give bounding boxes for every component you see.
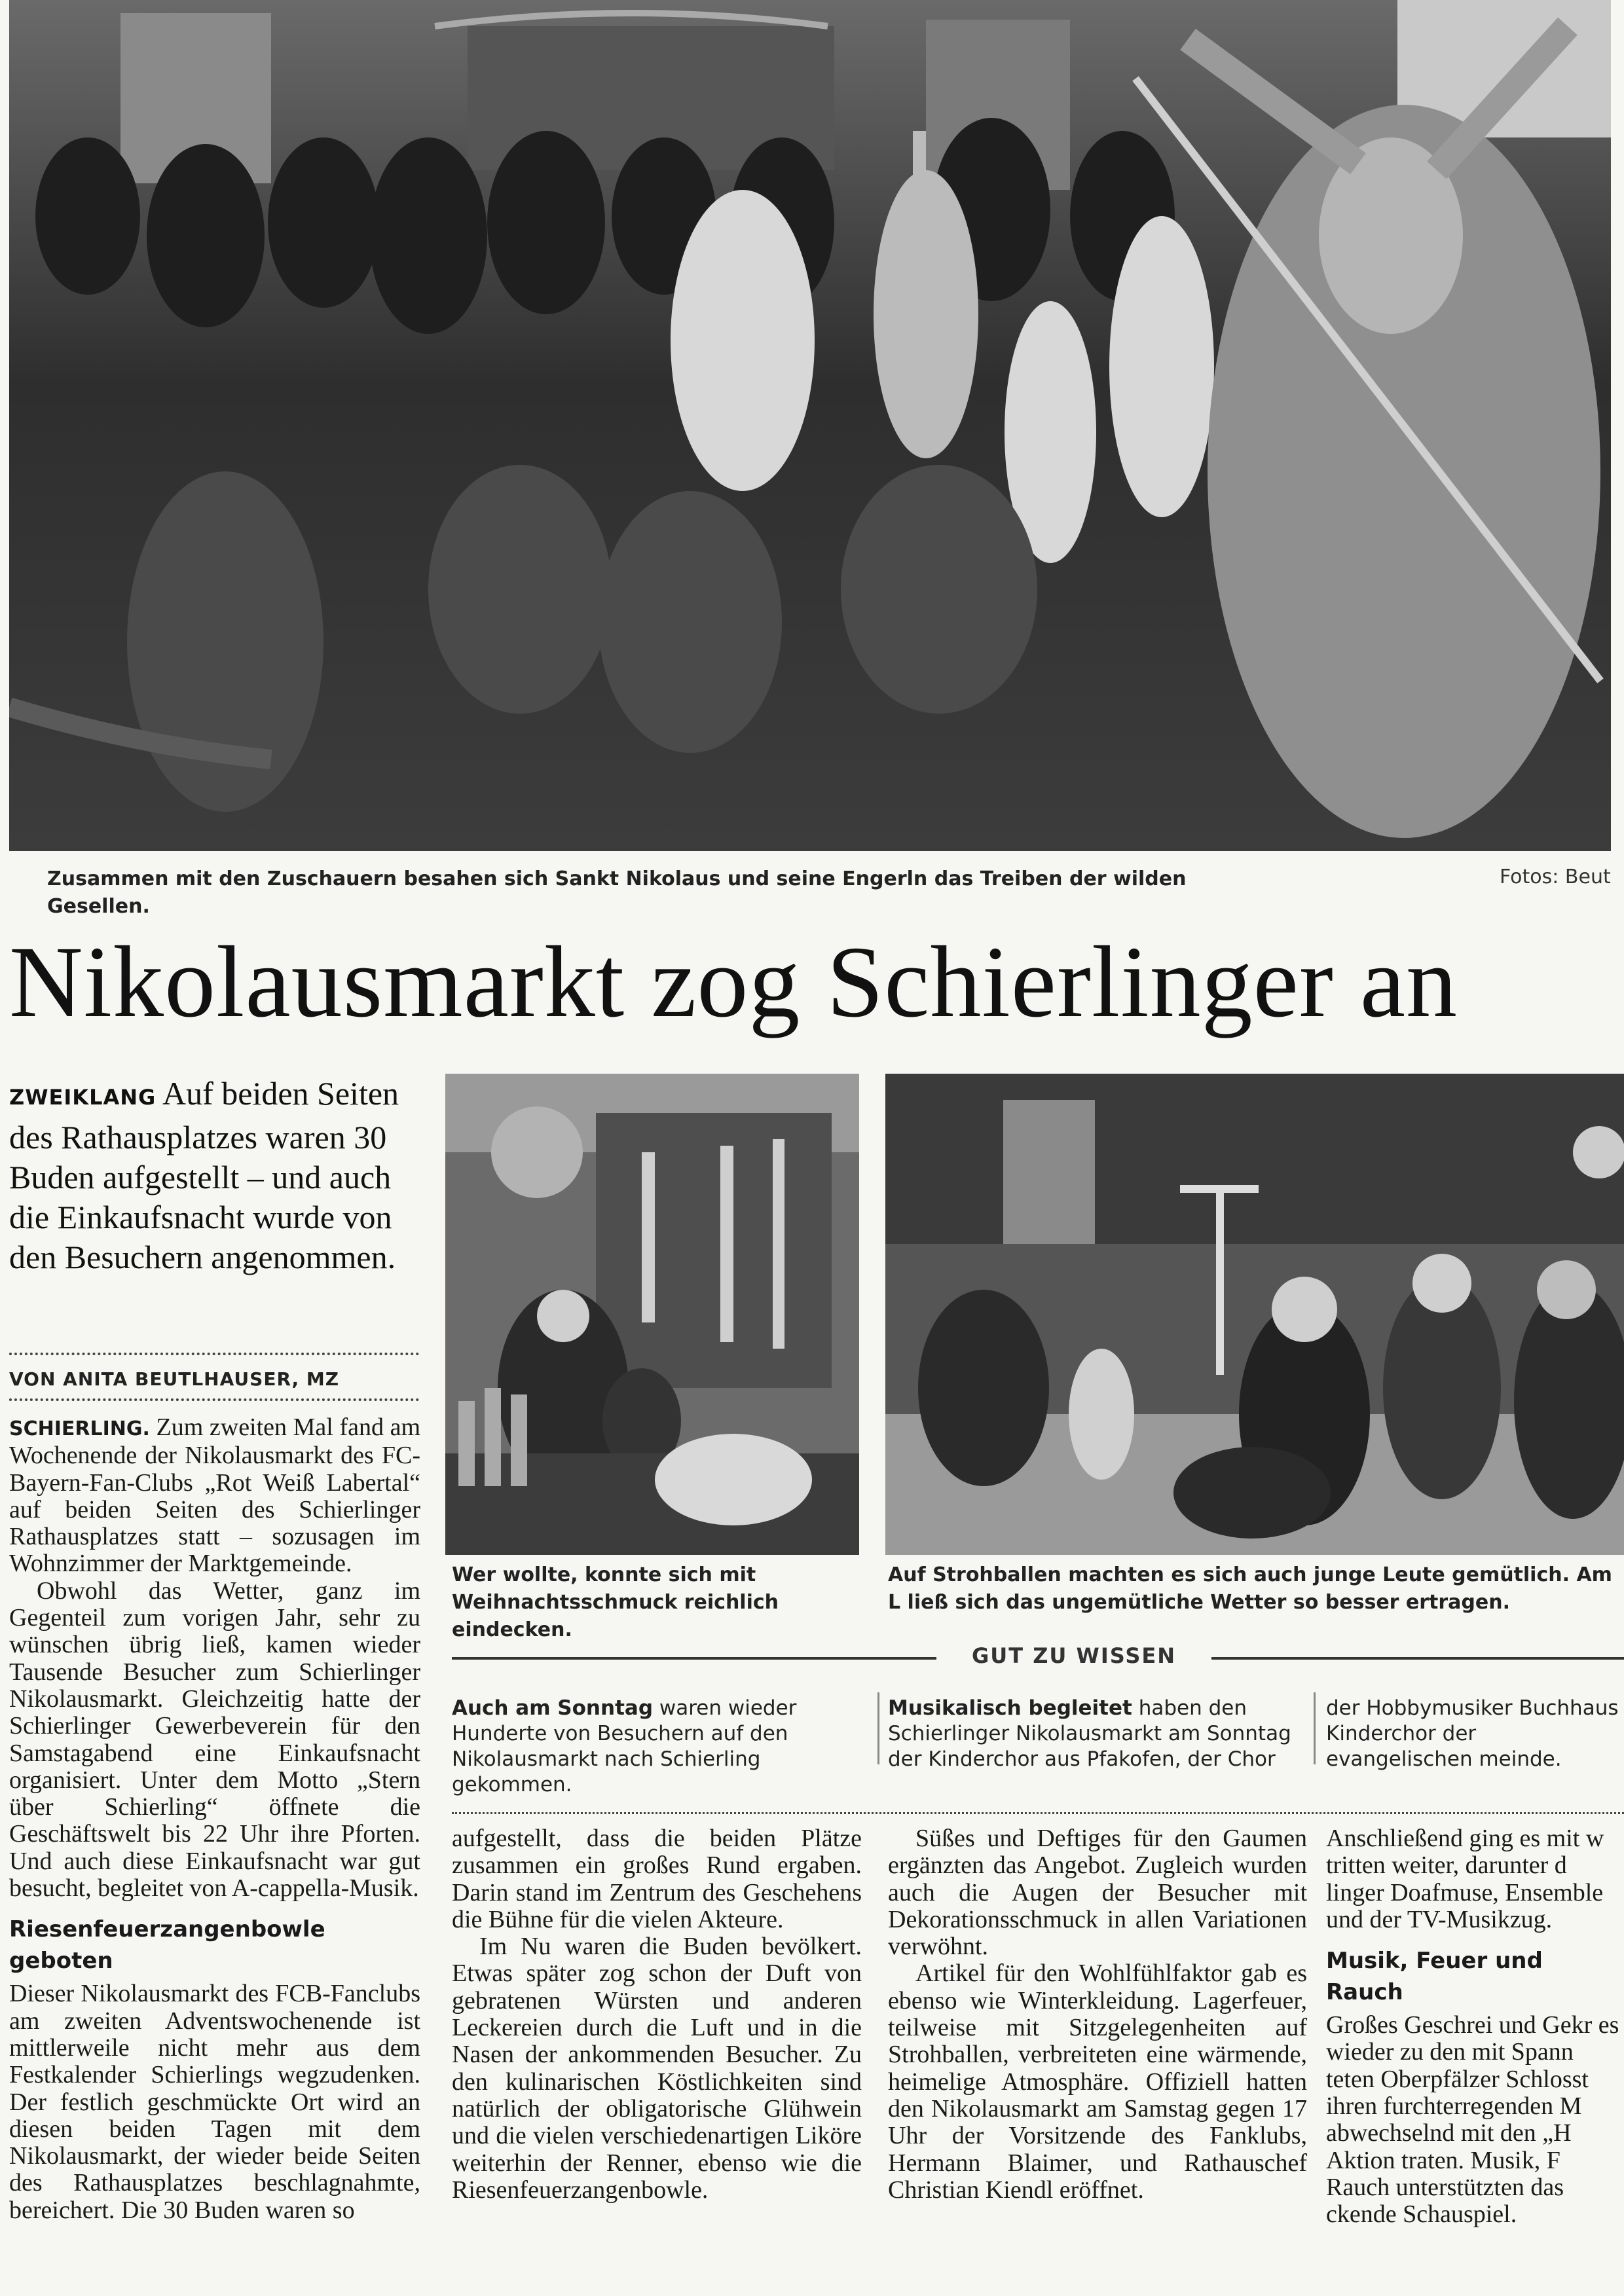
top-photo-krampus-parade (9, 0, 1611, 851)
article-column-4 (1326, 1825, 1621, 2229)
info-divider-2 (1314, 1692, 1316, 1764)
article-paragraph: Im Nu waren die Buden bevölkert. Etwas später zog schon der Duft von gebratenen Würsten und anderen Leckereien durch die Luft und in die Nasen der ankommenden Besucher. Zu den kulinarischen Köstlichkeiten sind natürlich der obligatorische Glühwein und die vielen verschiedenartigen Liköre weiterhin der Renner, ebenso wie die Riesenfeuerzangenbowle. (452, 1933, 862, 2204)
article-column-3 (888, 1825, 1307, 2204)
info-box-rule-right (1211, 1657, 1624, 1660)
article-paragraph: aufgestellt, dass die beiden Plätze zusammen ein großes Rund ergaben. Darin stand im Zentrum des Geschehens die Bühne für die vielen Akteure. (452, 1825, 862, 1933)
article-paragraph: Großes Geschrei und Gekr es wieder zu den mit Spann teten Oberpfälzer Schlosst ihren furchterregenden M abwechselnd mit den „H Aktion traten. Musik, F Rauch unterstützten das ckende Schauspiel. (1326, 2011, 1619, 2229)
photo-christmas-decorations-stall (445, 1074, 859, 1555)
byline: VON ANITA BEUTLHAUSER, MZ (9, 1368, 340, 1390)
info-box-rule-left (452, 1657, 936, 1660)
headline: Nikolausmarkt zog Schierlinger an (9, 925, 1458, 1038)
subhead-musik-feuer-rauch: Musik, Feuer und Rauch (1326, 1948, 1543, 2006)
subhead-riesenfeuerzangenbowle: Riesenfeuerzangenbowle geboten (9, 1916, 325, 1975)
info-box-bottom-rule (452, 1812, 1624, 1814)
article-paragraph: Süßes und Deftiges für den Gaumen ergänzten das Angebot. Zugleich wurden auch die Augen der Besucher mit Dekorationsschmuck in allen Variationen verwöhnt. (888, 1825, 1307, 1961)
info-item2-text: haben den Schierlinger Nikolausmarkt am Sonntag der Kinderchor aus Pfakofen, der Chor (888, 1696, 1291, 1771)
photo2-caption: Wer wollte, konnte sich mit Weihnachtsschmuck reichlich eindecken. (452, 1563, 779, 1641)
photo3-caption: Auf Strohballen machten es sich auch junge Leute gemütlich. Am L ließ sich das ungemütliche Wetter so besser ertragen. (888, 1563, 1612, 1614)
article-column-1 (9, 1414, 420, 2224)
info-item3-text: der Hobbymusiker Buchhaus Kinderchor der evangelischen meinde. (1326, 1696, 1619, 1771)
dateline: SCHIERLING. (9, 1417, 150, 1440)
paragraph-text: Zum zweiten Mal fand am Wochenende der Nikolausmarkt des FC-Bayern-Fan-Clubs „Rot Weiß Labertal“ auf beiden Seiten des Schierlinger Rathausplatzes statt – sozusagen im Wohnzimmer der Marktgemeinde. (9, 1413, 420, 1578)
info-box-title: GUT ZU WISSEN (971, 1643, 1177, 1668)
intro-text (9, 1074, 428, 1277)
intro-tag: ZWEIKLANG (9, 1085, 157, 1110)
article-paragraph: Artikel für den Wohlfühlfaktor gab es ebenso wie Winterkleidung. Lagerfeuer, teilweise mit Sitzgelegenheiten auf Strohballen, verbreiteten eine wärmende, heimelige Atmosphäre. Offiziell hatten den Nikolausmarkt am Samstag gegen 17 Uhr der Vorsitzende des Fanklubs, Hermann Blaimer, und Rathauschef Christian Kiendl eröffnet. (888, 1959, 1307, 2204)
top-photo-caption: Zusammen mit den Zuschauern besahen sich Sankt Nikolaus und seine Engerln das Treiben der wilden Gesellen. (47, 867, 1187, 918)
intro-body: Auf beiden Seiten des Rathausplatzes waren 30 Buden aufgestellt – und auch die Einkaufsnacht wurde von den Besuchern angenommen. (9, 1075, 399, 1275)
info-item2-lead: Musikalisch begleitet (888, 1696, 1132, 1720)
photo-credit: Fotos: Beut (1500, 866, 1611, 888)
info-divider-1 (877, 1692, 879, 1764)
info-item1-text: waren wieder Hunderte von Besuchern auf den Nikolausmarkt nach Schierling gekommen. (452, 1696, 797, 1796)
article-paragraph: Anschließend ging es mit w tritten weiter, darunter d linger Doafmuse, Ensemble und der TV-Musikzug. (1326, 1825, 1604, 1933)
info-item-music (888, 1696, 1307, 1772)
info-item1-lead: Auch am Sonntag (452, 1696, 654, 1720)
byline-rule-top (9, 1353, 419, 1355)
article-paragraph: Obwohl das Wetter, ganz im Gegenteil zum vorigen Jahr, sehr zu wünschen übrig ließ, kamen wieder Tausende Besucher zum Schierlinger Nikolausmarkt. Gleichzeitig hatte der Schierlinger Gewerbeverein für den Samstagabend eine Einkaufsnacht organisiert. Unter dem Motto „Stern über Schierling“ öffnete die Geschäftswelt bis 22 Uhr ihre Pforten. Und auch diese Einkaufsnacht war gut besucht, begleitet von A-cappella-Musik. (9, 1576, 420, 1903)
byline-rule-bottom (9, 1398, 419, 1401)
article-column-2 (452, 1825, 862, 2204)
photo-young-people-on-straw-bales (885, 1074, 1624, 1555)
article-paragraph (9, 1414, 420, 1578)
info-item-sunday (452, 1696, 864, 1798)
info-item-hobbymusiker (1326, 1696, 1621, 1772)
article-paragraph: Dieser Nikolausmarkt des FCB-Fanclubs am zweiten Adventswochenende ist mittlerweile nicht mehr aus dem Festkalender Schierlings wegzudenken. Der festlich geschmückte Ort wird an diesen beiden Tagen mit dem Nikolausmarkt, der wieder beide Seiten des Rathausplatzes beschlagnahmte, bereichert. Die 30 Buden waren so (9, 1980, 420, 2224)
